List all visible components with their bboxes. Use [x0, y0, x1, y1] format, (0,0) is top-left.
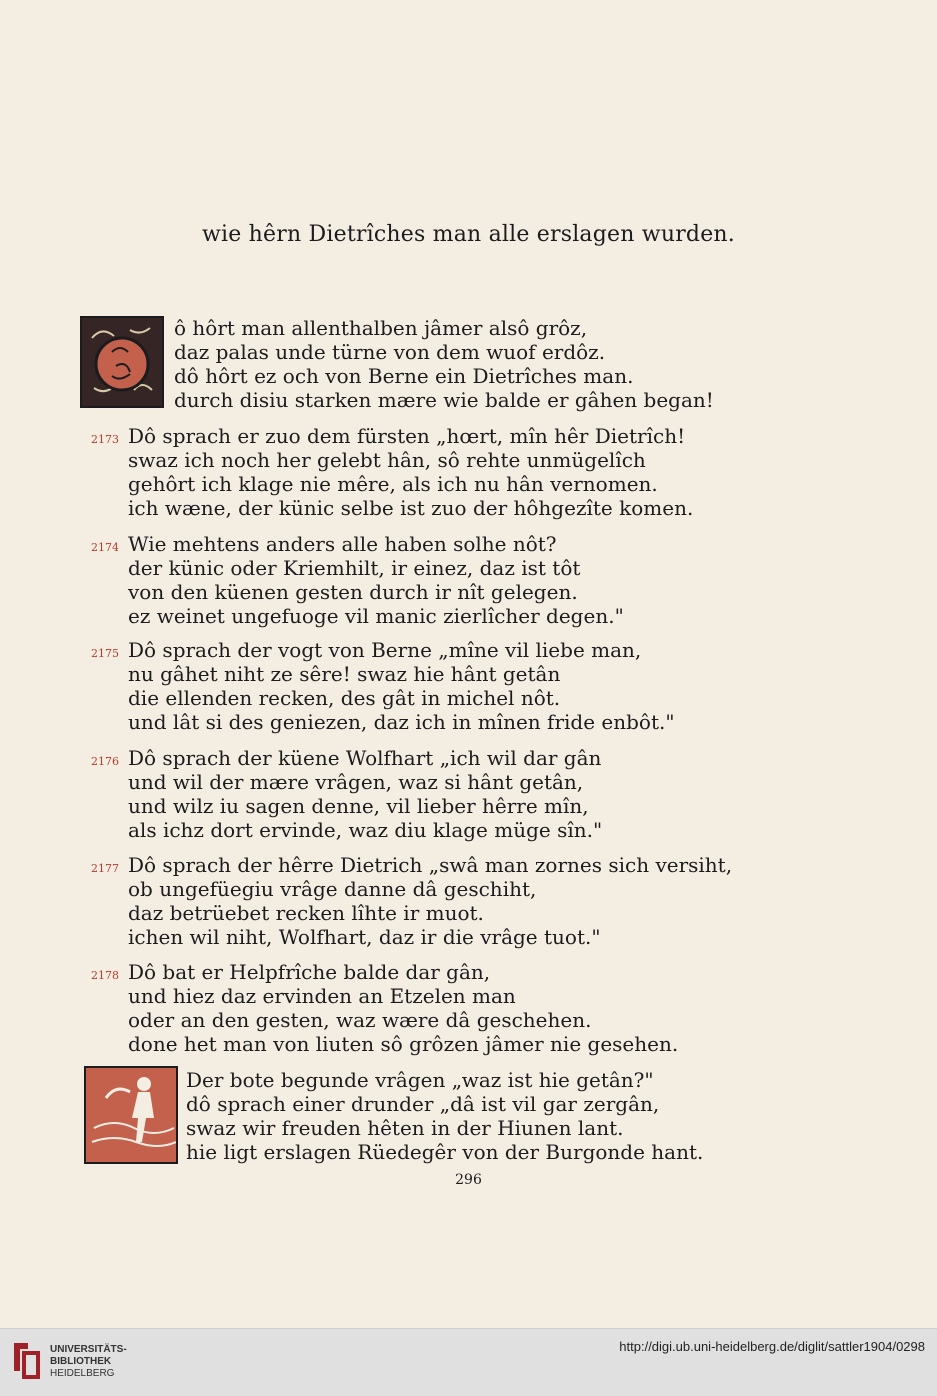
stanza	[128, 638, 675, 734]
verse-line: und wil der mære vrâgen, waz si hânt getân,	[128, 770, 584, 794]
stanza-number: 2178	[91, 969, 119, 982]
verse-line: ô hôrt man allenthalben jâmer alsô grôz,	[174, 316, 588, 340]
verse-line: oder an den gesten, waz wære dâ geschehen.	[128, 1008, 592, 1032]
verse-line: Wie mehtens anders alle haben solhe nôt?	[128, 532, 557, 556]
stanza	[128, 424, 693, 520]
logo-line: UNIVERSITÄTS-	[50, 1344, 127, 1355]
stanza	[128, 853, 732, 949]
verse-line: dô hôrt ez och von Berne ein Dietrîches man.	[174, 364, 634, 388]
verse-line: ez weinet ungefuoge vil manic zierlîcher degen."	[128, 604, 624, 628]
ornament-icon	[82, 318, 162, 406]
verse-line: dô sprach einer drunder „dâ ist vil gar zergân,	[186, 1092, 660, 1116]
verse-line: ich wæne, der künic selbe ist zuo der hôhgezîte komen.	[128, 496, 694, 520]
verse-line: als ichz dort ervinde, waz diu klage müge sîn."	[128, 818, 603, 842]
verse-line: Dô bat er Helpfrîche balde dar gân,	[128, 960, 491, 984]
footer-bar	[0, 1328, 937, 1396]
verse-line: hie ligt erslagen Rüedegêr von der Burgonde hant.	[186, 1140, 704, 1164]
stanza	[174, 316, 714, 412]
verse-line: daz palas unde türne von dem wuof erdôz.	[174, 340, 606, 364]
verse-line: Der bote begunde vrâgen „waz ist hie getân?"	[186, 1068, 654, 1092]
stanza-number: 2174	[91, 541, 119, 554]
chapter-heading: wie hêrn Dietrîches man alle erslagen wurden.	[202, 222, 735, 247]
page-number: 296	[455, 1172, 482, 1188]
verse-line: und hiez daz ervinden an Etzelen man	[128, 984, 516, 1008]
stanza	[128, 746, 602, 842]
verse-line: der künic oder Kriemhilt, ir einez, daz ist tôt	[128, 556, 581, 580]
verse-line: gehôrt ich klage nie mêre, als ich nu hân vernomen.	[128, 472, 658, 496]
verse-line: und wilz iu sagen denne, vil lieber hêrre mîn,	[128, 794, 589, 818]
verse-line: und lât si des geniezen, daz ich in mînen fride enbôt."	[128, 710, 675, 734]
verse-line: die ellenden recken, des gât in michel nôt.	[128, 686, 561, 710]
stanza	[128, 532, 624, 628]
verse-line: done het man von liuten sô grôzen jâmer nie gesehen.	[128, 1032, 679, 1056]
stanza	[186, 1068, 703, 1164]
verse-line: Dô sprach der vogt von Berne „mîne vil liebe man,	[128, 638, 642, 662]
logo-line: BIBLIOTHEK	[50, 1356, 112, 1367]
stanza-number: 2176	[91, 755, 119, 768]
stanza-number: 2175	[91, 647, 119, 660]
verse-line: Dô sprach der küene Wolfhart „ich wil dar gân	[128, 746, 602, 770]
stanza-number: 2177	[91, 862, 119, 875]
library-logo-text	[50, 1344, 127, 1380]
source-url-link[interactable]: http://digi.ub.uni-heidelberg.de/diglit/sattler1904/0298	[619, 1339, 925, 1354]
verse-line: ob ungefüegiu vrâge danne dâ geschiht,	[128, 877, 537, 901]
verse-line: durch disiu starken mære wie balde er gâhen began!	[174, 388, 714, 412]
verse-line: swaz wir freuden hêten in der Hiunen lant.	[186, 1116, 624, 1140]
verse-line: swaz ich noch her gelebt hân, sô rehte unmügelîch	[128, 448, 646, 472]
stanza-number: 2173	[91, 433, 119, 446]
verse-line: Dô sprach der hêrre Dietrich „swâ man zornes sich versiht,	[128, 853, 733, 877]
library-logo-icon	[10, 1339, 44, 1381]
verse-line: Dô sprach er zuo dem fürsten „hœrt, mîn hêr Dietrîch!	[128, 424, 686, 448]
verse-line: von den küenen gesten durch ir nît gelegen.	[128, 580, 578, 604]
verse-line: ichen wil niht, Wolfhart, daz ir die vrâge tuot."	[128, 925, 601, 949]
verse-line: nu gâhet niht ze sêre! swaz hie hânt getân	[128, 662, 561, 686]
decorated-initial	[80, 316, 164, 408]
decorated-initial-figure	[84, 1066, 178, 1164]
stanza	[128, 960, 678, 1056]
logo-line: HEIDELBERG	[50, 1368, 115, 1379]
messenger-figure-icon	[86, 1068, 176, 1162]
verse-line: daz betrüebet recken lîhte ir muot.	[128, 901, 484, 925]
